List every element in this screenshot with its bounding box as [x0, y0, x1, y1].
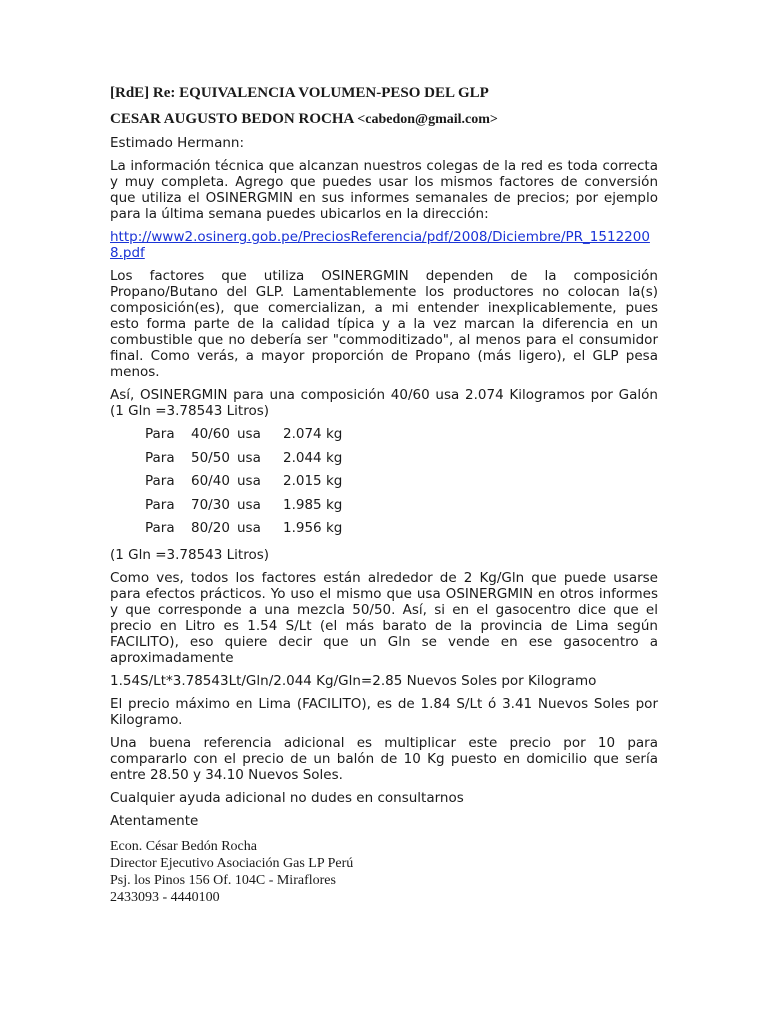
paragraph-practical: Como ves, todos los factores están alrededor de 2 Kg/Gln que puede usarse para efectos prácticos. Yo uso el mismo que usa OSINERGMIN en otros informes y que corresponde a una mezcla 50/50. Así, si en el gasocentro dice que el precio en Litro es 1.54 S/Lt (el más barato de la provincia de Lima según FACILITO), eso quiere decir que un Gln se vende en ese gasocentro a aproximadamente — [110, 569, 658, 666]
factor-value: 1.956 kg — [283, 520, 343, 536]
subject-line: [RdE] Re: EQUIVALENCIA VOLUMEN-PESO DEL GLP — [110, 85, 489, 101]
factor-label: Para — [145, 520, 175, 536]
pdf-link[interactable]: http://www2.osinerg.gob.pe/PreciosReferencia/pdf/2008/Diciembre/PR_15122008.pdf — [110, 229, 650, 261]
signature-name: Econ. César Bedón Rocha — [110, 838, 257, 854]
factor-ratio: 60/40 — [191, 473, 230, 489]
sender-line — [110, 110, 658, 129]
signature-title: Director Ejecutivo Asociación Gas LP Perú — [110, 855, 354, 871]
factor-verb: usa — [237, 520, 261, 536]
price-formula: 1.54S/Lt*3.78543Lt/Gln/2.044 Kg/Gln=2.85 Nuevos Soles por Kilogramo — [110, 672, 597, 689]
factor-label: Para — [145, 496, 175, 513]
factor-value: 2.044 kg — [283, 449, 343, 466]
factor-label: Para — [145, 426, 175, 442]
factor-verb: usa — [237, 473, 261, 489]
paragraph-help: Cualquier ayuda adicional no dudes en consultarnos — [110, 789, 464, 806]
factor-row — [145, 520, 342, 544]
factor-row — [145, 450, 342, 474]
sender-email[interactable]: <cabedon@gmail.com> — [357, 112, 498, 127]
conversion-note: (1 Gln =3.78543 Litros) — [110, 546, 270, 563]
factor-row — [145, 426, 342, 450]
factor-label: Para — [145, 449, 175, 466]
factor-verb: usa — [237, 426, 261, 442]
paragraph-composition: Los factores que utiliza OSINERGMIN dependen de la composición Propano/Butano del GLP. Lamentablemente los productores no colocan la(s) composición(es), que comercializan, a mi entender inexplicablemente, pues esto forma parte de la calidad típica y a la vez marcan la diferencia en un combustible que no debería ser "commoditizado", al menos para el consumidor final. Como verás, a mayor proporción de Propano (más ligero), el GLP pesa menos. — [110, 268, 658, 380]
factor-ratio: 40/60 — [191, 426, 230, 442]
factor-label: Para — [145, 473, 175, 489]
greeting: Estimado Hermann: — [110, 135, 245, 151]
closing: Atentamente — [110, 812, 199, 829]
signature-block — [110, 838, 658, 906]
factor-row — [145, 497, 342, 521]
factor-value: 2.015 kg — [283, 473, 343, 489]
paragraph-max-price: El precio máximo en Lima (FACILITO), es de 1.84 S/Lt ó 3.41 Nuevos Soles por Kilogramo. — [110, 695, 658, 728]
factor-row — [145, 473, 342, 497]
document-page — [110, 84, 658, 906]
factor-value: 2.074 kg — [283, 426, 343, 442]
factor-verb: usa — [237, 496, 261, 513]
factor-ratio: 80/20 — [191, 520, 230, 536]
factor-ratio: 70/30 — [191, 496, 230, 513]
factors-table — [145, 426, 342, 544]
sender-name: CESAR AUGUSTO BEDON ROCHA — [110, 111, 354, 127]
factor-ratio: 50/50 — [191, 449, 230, 466]
signature-phone: 2433093 - 4440100 — [110, 889, 220, 905]
paragraph-intro: La información técnica que alcanzan nuestros colegas de la red es toda correcta y muy completa. Agrego que puedes usar los mismos factores de conversión que utiliza el OSINERGMIN en sus informes semanales de precios; por ejemplo para la última semana puedes ubicarlos en la dirección: — [110, 158, 658, 222]
factor-value: 1.985 kg — [283, 496, 343, 513]
paragraph-reference: Una buena referencia adicional es multiplicar este precio por 10 para compararlo con el precio de un balón de 10 Kg puesto en domicilio que sería entre 28.50 y 34.10 Nuevos Soles. — [110, 734, 658, 783]
paragraph-osinergmin: Así, OSINERGMIN para una composición 40/60 usa 2.074 Kilogramos por Galón (1 Gln =3.78543 Litros) — [110, 387, 658, 419]
signature-address: Psj. los Pinos 156 Of. 104C - Miraflores — [110, 872, 336, 888]
factor-verb: usa — [237, 449, 261, 466]
